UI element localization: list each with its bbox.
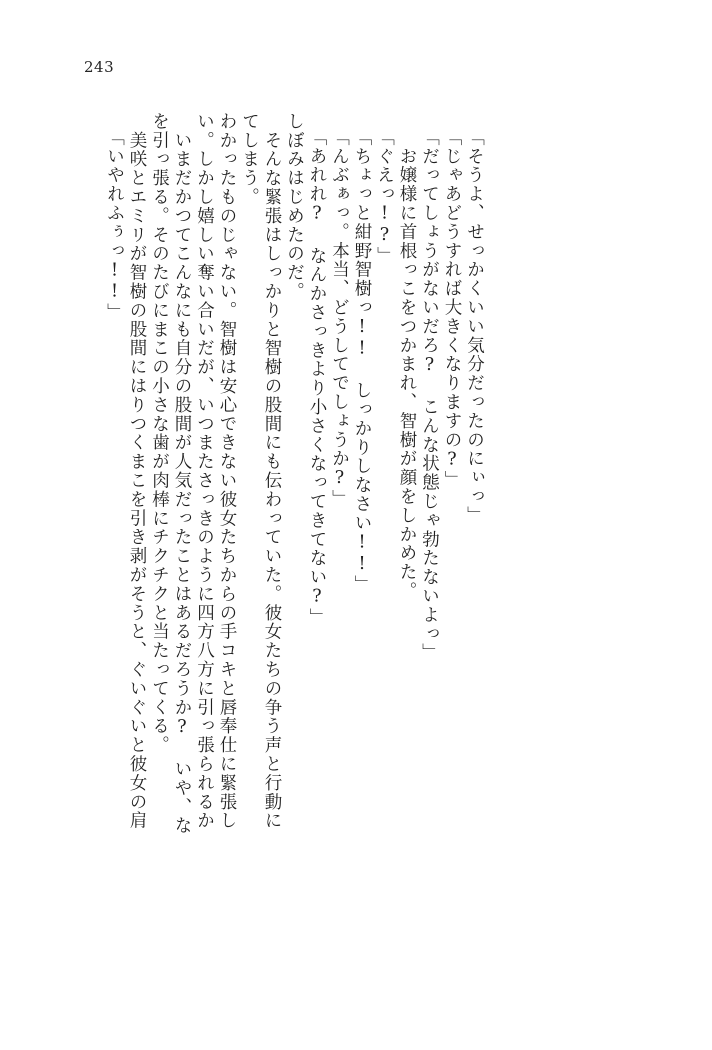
text-column: を引っ張る。そのたびにまこの小さな歯が肉棒にチクチクと当たってくる。 [149, 112, 170, 755]
text-column: 「そうよ、せっかくいい気分だったのにぃっ」 [464, 128, 485, 525]
text-column: 「だってしょうがないだろ? こんな状態じゃ勃たないよっ」 [419, 128, 440, 663]
text-column: 「んぶぁっ。本当、どうしてでしょうか?」 [329, 128, 350, 509]
text-column: わかったものじゃない。智樹は安心できない彼女たちからの手コキと唇奉仕に緊張し [217, 112, 237, 831]
text-column: そんな緊張はしっかりと智樹の股間にも伝わっていた。彼女たちの争う声と行動に [262, 112, 282, 831]
text-column: いまだかつてこんなにも自分の股間が人気だったことはあるだろうか? いや、な [172, 112, 192, 836]
vertical-text-block [100, 112, 660, 992]
page-number: 243 [84, 58, 115, 76]
text-column: 美咲とエミリが智樹の股間にはりつくまこを引き剥がそうと、ぐいぐいと彼女の肩 [127, 112, 147, 831]
text-column: てしまう。 [239, 112, 260, 207]
text-column: 「ぐえっ!?」 [374, 128, 395, 266]
text-column: い。しかし嬉しい奪い合いだが、いつまたさっきのように四方八方に引っ張られるか [194, 112, 215, 831]
text-column: お嬢様に首根っこをつかまれ、智樹が顔をしかめた。 [397, 128, 417, 601]
text-column: 「じゃあどうすれば大きくなりますの?」 [442, 128, 462, 490]
text-column: しぼみはじめたのだ。 [284, 112, 305, 301]
text-column: 「いやれふぅっ!!」 [104, 128, 125, 322]
text-column: 「あれれ? なんかさっきより小さくなってきてない?」 [307, 128, 327, 627]
text-column: 「ちょっと紺野智樹っ!! しっかりしなさい!!」 [352, 128, 372, 595]
